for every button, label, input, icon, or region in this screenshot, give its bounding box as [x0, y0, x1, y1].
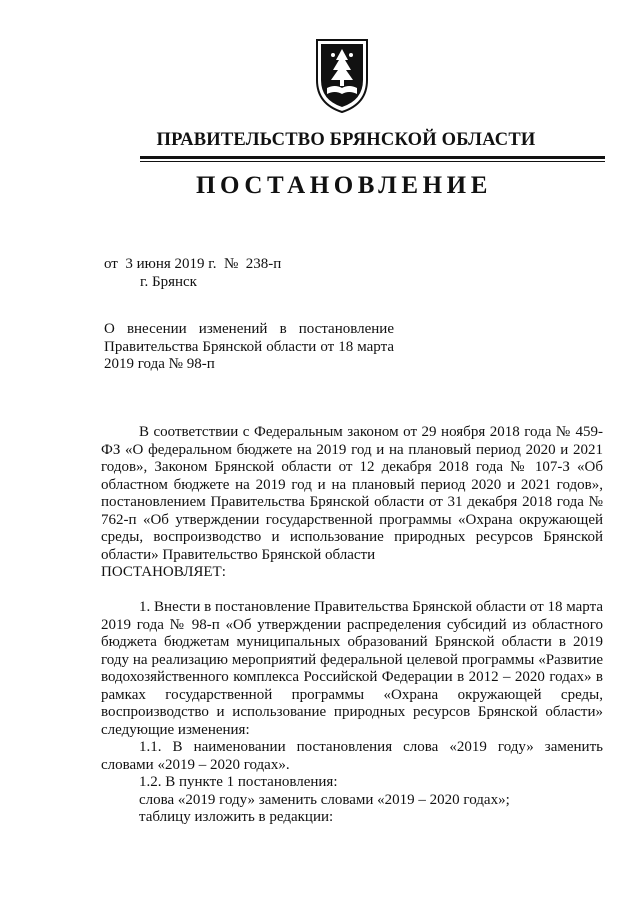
- document-subject: О внесении изменений в постановление Правительства Брянской области от 18 марта 2019 года № 98-п: [104, 321, 394, 372]
- preamble-paragraph: В соответствии с Федеральным законом от 29 ноября 2018 года № 459-ФЗ «О федеральном бюджете на 2019 год и на плановый период 2020 и 2021 годов», Законом Брянской области от 12 декабря 2018 года № 107-З «Об областном бюджете на 2019 год и на плановый период 2020 и 2021 годов», постановлением Правительства Брянской области от 31 декабря 2018 года № 762-п «Об утверждении государственной программы «Охрана окружающей среды, воспроизводство и использование природных ресурсов Брянской области» Правительство Брянской области: [101, 424, 603, 563]
- header-rule-thin: [140, 161, 605, 162]
- coat-of-arms-icon: [313, 36, 371, 114]
- item-1-1: 1.1. В наименовании постановления слова «2019 году» заменить словами «2019 – 2020 годах».: [101, 739, 603, 773]
- document-date-number: от 3 июня 2019 г. № 238-п: [104, 256, 282, 272]
- item-1-2: 1.2. В пункте 1 постановления:: [139, 774, 338, 790]
- document-type-heading: ПОСТАНОВЛЕНИЕ: [195, 172, 493, 199]
- organization-title: ПРАВИТЕЛЬСТВО БРЯНСКОЙ ОБЛАСТИ: [156, 130, 536, 150]
- item-1-2-b: таблицу изложить в редакции:: [139, 809, 334, 825]
- document-city: г. Брянск: [140, 274, 197, 290]
- item-1-2-a: слова «2019 году» заменить словами «2019 – 2020 годах»;: [139, 791, 510, 808]
- decree-word: ПОСТАНОВЛЯЕТ:: [101, 564, 226, 580]
- items-block: [101, 599, 603, 827]
- item-1: 1. Внести в постановление Правительства Брянской области от 18 марта 2019 года № 98-п «Об утверждении распределения субсидий из областного бюджета бюджетам муниципальных образований Брянской области в 2019 году на реализацию мероприятий федеральной целевой программы «Развитие водохозяйственного комплекса Российской Федерации в 2012 – 2020 годах» в рамках государственной программы «Охрана окружающей среды, воспроизводство и использование природных ресурсов Брянской области» следующие изменения:: [101, 599, 603, 738]
- preamble-block: [101, 424, 603, 582]
- header-rule-thick: [140, 156, 605, 159]
